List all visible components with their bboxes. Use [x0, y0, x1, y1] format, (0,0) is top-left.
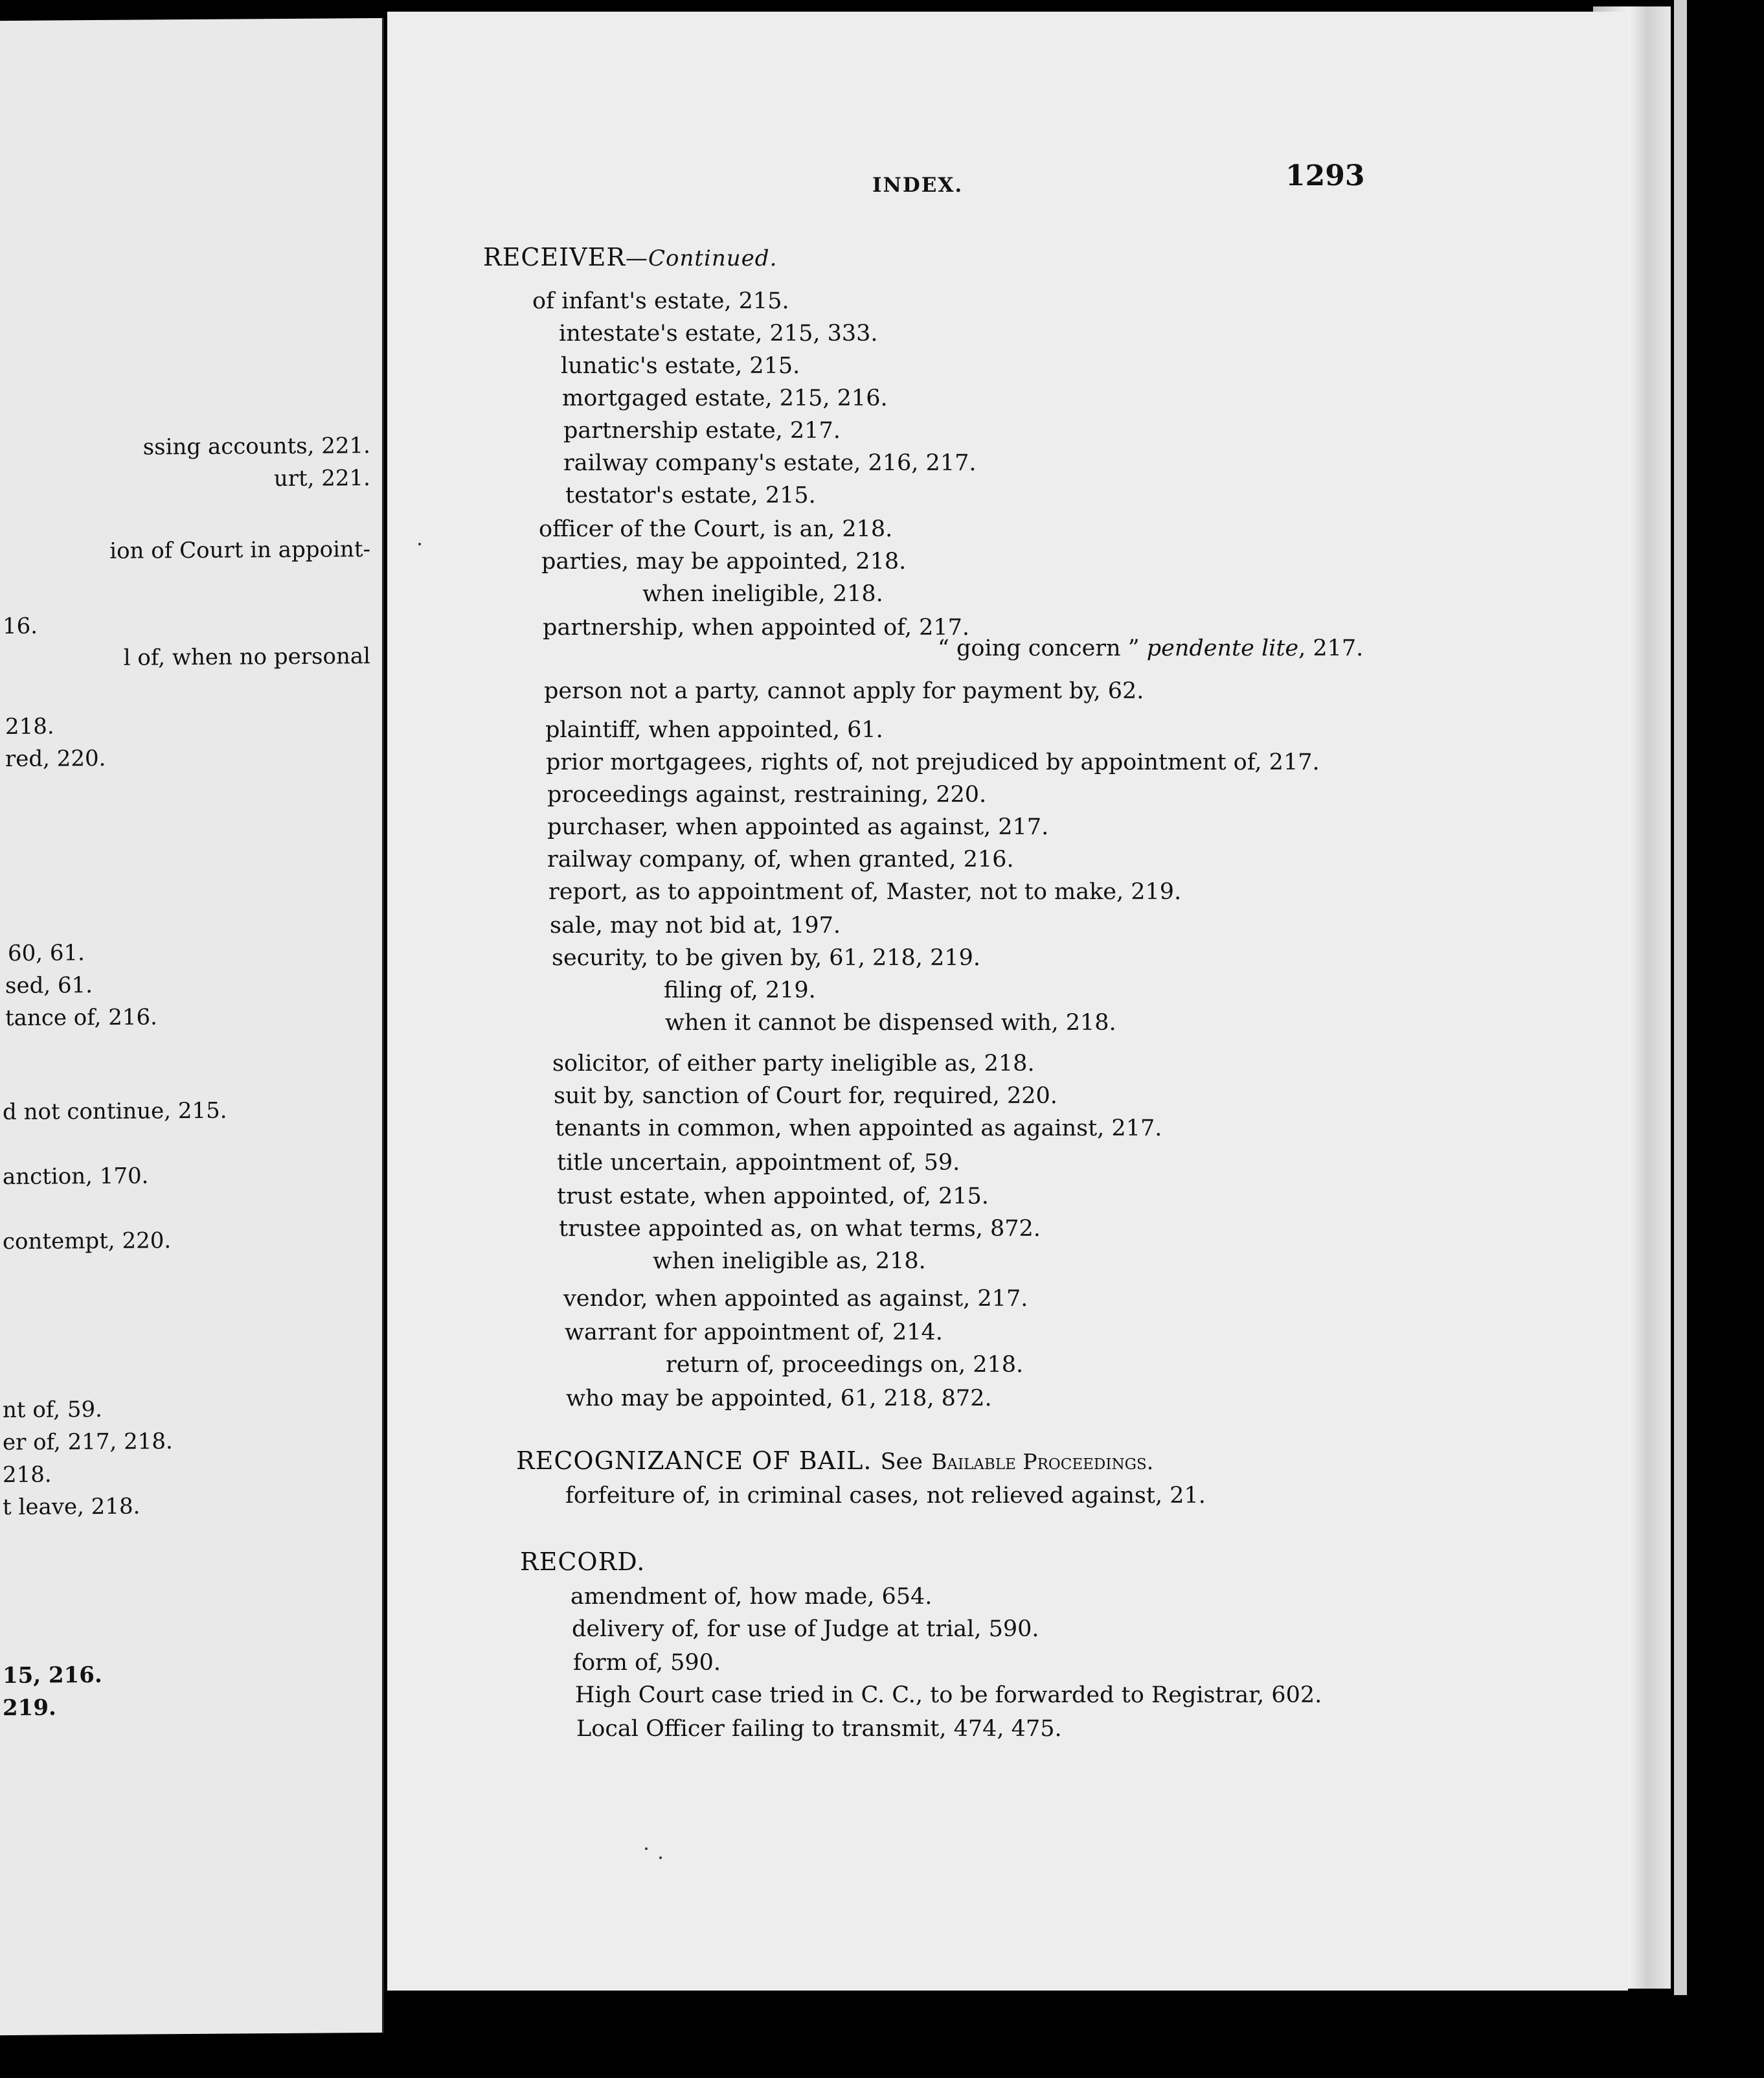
going-concern-text: “ going concern ”: [938, 635, 1140, 661]
continued-label: —Continued.: [625, 245, 778, 271]
left-fragment: 16.: [3, 613, 38, 640]
left-fragment: 218.: [5, 713, 54, 740]
index-subentry: form of, 590.: [573, 1650, 721, 1676]
left-fragment: red, 220.: [5, 745, 106, 773]
index-subentry: officer of the Court, is an, 218.: [539, 516, 893, 542]
index-subentry: partnership estate, 217.: [563, 418, 841, 444]
left-fragment: anction, 170.: [3, 1163, 149, 1191]
index-subentry: trust estate, when appointed, of, 215.: [557, 1183, 989, 1209]
index-subentry: when ineligible as, 218.: [653, 1248, 926, 1274]
index-subentry: filing of, 219.: [664, 977, 816, 1003]
index-subentry: suit by, sanction of Court for, required, 220.: [554, 1083, 1057, 1109]
index-subentry: return of, proceedings on, 218.: [666, 1352, 1024, 1378]
going-concern-suffix: , 217.: [1298, 635, 1364, 661]
scan-speck: [645, 1847, 648, 1850]
index-subentry: testator's estate, 215.: [565, 483, 816, 508]
index-subentry: railway company's estate, 216, 217.: [563, 450, 977, 476]
left-fragment: ion of Court in appoint-: [109, 536, 370, 564]
entry-heading-receiver: [483, 245, 777, 269]
index-subentry: report, as to appointment of, Master, not to make, 219.: [548, 879, 1182, 905]
left-fragment: nt of, 59.: [3, 1396, 102, 1424]
left-fragment: 219.: [3, 1695, 56, 1722]
left-fragment: contempt, 220.: [3, 1227, 172, 1255]
page-number: 1293: [1285, 159, 1365, 192]
index-subentry: railway company, of, when granted, 216.: [547, 847, 1014, 873]
index-subentry: lunatic's estate, 215.: [561, 353, 800, 379]
left-fragment: urt, 221.: [273, 465, 370, 492]
entry-heading-record: RECORD.: [520, 1547, 646, 1576]
running-header: INDEX.: [872, 174, 964, 197]
left-fragment: d not continue, 215.: [3, 1097, 227, 1126]
see-label: See: [880, 1449, 923, 1475]
index-subentry: delivery of, for use of Judge at trial, 590.: [572, 1616, 1039, 1642]
index-subentry: security, to be given by, 61, 218, 219.: [552, 945, 980, 971]
index-subentry: partnership, when appointed of, 217.: [543, 615, 970, 641]
index-subentry: who may be appointed, 61, 218, 872.: [566, 1386, 992, 1411]
page-edge-stack: [1674, 0, 1687, 1995]
left-fragment: tance of, 216.: [5, 1004, 157, 1032]
index-subentry: when ineligible, 218.: [642, 581, 883, 607]
left-fragment: 218.: [3, 1461, 52, 1489]
index-subentry: title uncertain, appointment of, 59.: [557, 1150, 960, 1176]
index-subentry: [938, 637, 1363, 660]
heading-text: RECEIVER: [483, 243, 626, 271]
left-fragment: ssing accounts, 221.: [142, 433, 370, 461]
index-subentry: parties, may be appointed, 218.: [541, 549, 907, 575]
entry-heading-recognizance: [516, 1448, 1153, 1474]
left-fragment: l of, when no personal: [123, 643, 370, 671]
left-fragment: 15, 216.: [3, 1661, 102, 1689]
index-subentry: warrant for appointment of, 214.: [565, 1319, 943, 1345]
index-subentry: solicitor, of either party ineligible as, 218.: [552, 1051, 1035, 1077]
see-reference: Bailable Proceedings.: [931, 1449, 1154, 1474]
index-subentry: trustee appointed as, on what terms, 872.: [559, 1216, 1041, 1242]
index-subentry: intestate's estate, 215, 333.: [559, 321, 878, 347]
left-fragment: 60, 61.: [8, 940, 85, 966]
scan-speck: [659, 1856, 662, 1859]
index-subentry: plaintiff, when appointed, 61.: [545, 717, 883, 743]
index-subentry: forfeiture of, in criminal cases, not relieved against, 21.: [565, 1483, 1206, 1509]
going-concern-italic: pendente lite: [1146, 635, 1299, 661]
index-subentry: vendor, when appointed as against, 217.: [563, 1286, 1028, 1312]
index-subentry: High Court case tried in C. C., to be forwarded to Registrar, 602.: [575, 1682, 1322, 1708]
index-subentry: proceedings against, restraining, 220.: [547, 782, 987, 808]
heading-text: RECOGNIZANCE OF BAIL.: [516, 1446, 872, 1475]
index-subentry: sale, may not bid at, 197.: [550, 913, 841, 939]
left-fragment: sed, 61.: [5, 972, 93, 999]
index-subentry: person not a party, cannot apply for payment by, 62.: [544, 678, 1144, 704]
left-facing-page: [0, 18, 384, 2035]
scan-speck: [418, 543, 421, 545]
left-fragment: t leave, 218.: [3, 1493, 141, 1521]
index-subentry: amendment of, how made, 654.: [571, 1584, 933, 1610]
index-subentry: prior mortgagees, rights of, not prejudiced by appointment of, 217.: [546, 749, 1320, 775]
left-fragment: er of, 217, 218.: [3, 1428, 173, 1456]
index-subentry: mortgaged estate, 215, 216.: [562, 385, 888, 411]
index-subentry: purchaser, when appointed as against, 217.: [547, 814, 1049, 840]
index-subentry: of infant's estate, 215.: [532, 288, 789, 314]
index-subentry: when it cannot be dispensed with, 218.: [665, 1010, 1116, 1036]
index-subentry: tenants in common, when appointed as against, 217.: [555, 1115, 1162, 1141]
index-subentry: Local Officer failing to transmit, 474, 475.: [576, 1716, 1062, 1742]
